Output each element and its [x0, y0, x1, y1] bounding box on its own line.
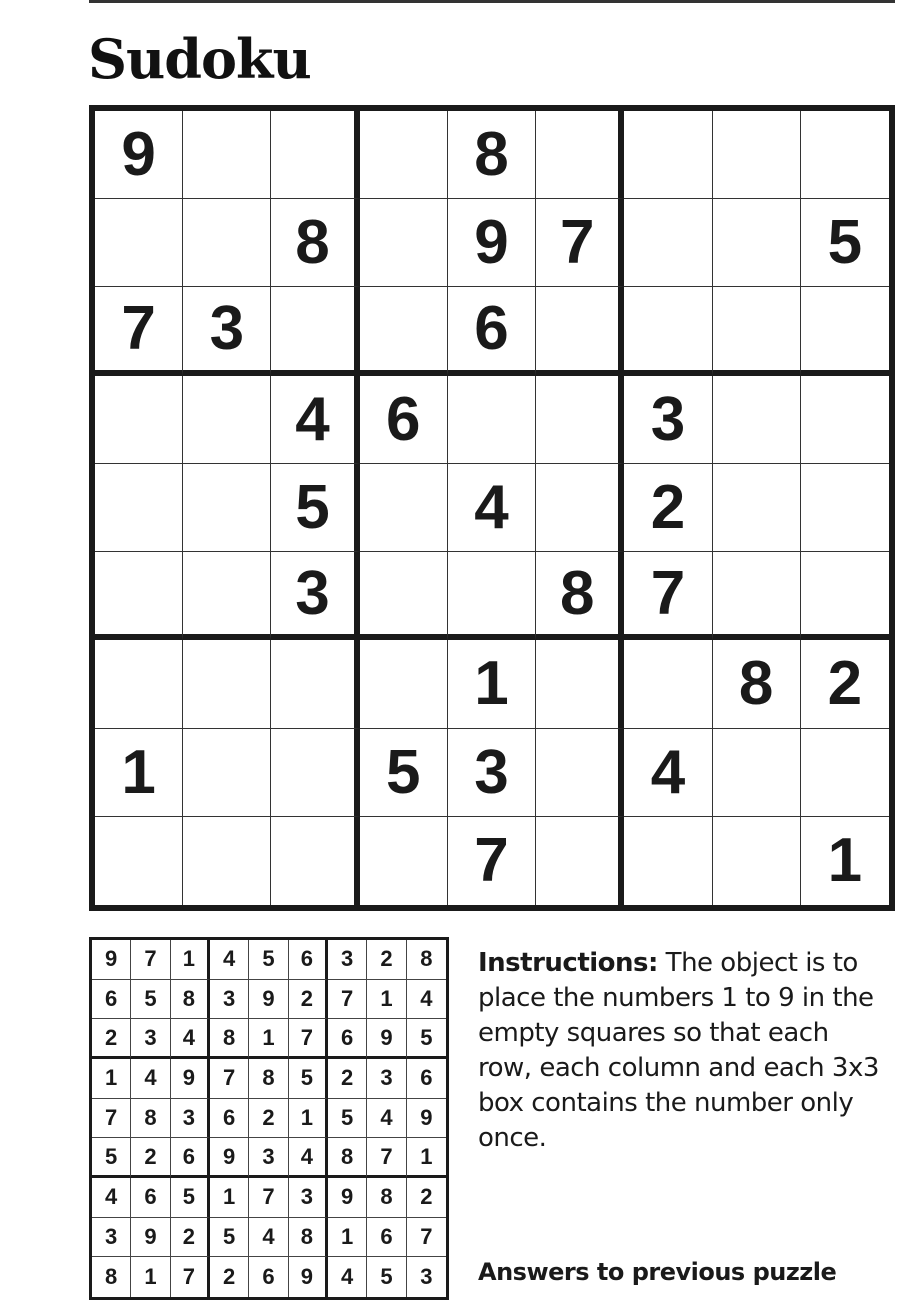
sudoku-cell[interactable]: 7 — [448, 817, 536, 905]
sudoku-cell[interactable] — [271, 111, 359, 199]
sudoku-cell[interactable] — [183, 199, 271, 287]
answer-cell: 2 — [171, 1218, 210, 1258]
answer-cell: 5 — [367, 1257, 406, 1297]
answer-cell: 6 — [210, 1099, 249, 1139]
sudoku-cell[interactable] — [536, 464, 624, 552]
sudoku-cell[interactable] — [360, 552, 448, 640]
sudoku-cell[interactable] — [624, 640, 712, 728]
sudoku-cell[interactable] — [95, 464, 183, 552]
sudoku-cell[interactable] — [536, 817, 624, 905]
answer-cell: 4 — [249, 1218, 288, 1258]
sudoku-cell[interactable] — [536, 729, 624, 817]
sudoku-cell[interactable]: 7 — [536, 199, 624, 287]
answer-cell: 2 — [92, 1019, 131, 1059]
answer-cell: 7 — [328, 980, 367, 1020]
sudoku-cell[interactable] — [713, 552, 801, 640]
sudoku-cell[interactable] — [271, 640, 359, 728]
answer-cell: 6 — [289, 940, 328, 980]
top-rule — [89, 0, 895, 3]
sudoku-cell[interactable] — [183, 111, 271, 199]
sudoku-cell[interactable] — [183, 464, 271, 552]
sudoku-cell[interactable] — [624, 199, 712, 287]
sudoku-cell[interactable]: 3 — [624, 376, 712, 464]
sudoku-cell[interactable] — [801, 287, 889, 375]
answer-cell: 8 — [171, 980, 210, 1020]
answer-cell: 3 — [289, 1178, 328, 1218]
sudoku-cell[interactable] — [271, 287, 359, 375]
sudoku-cell[interactable]: 3 — [448, 729, 536, 817]
sudoku-cell[interactable] — [183, 817, 271, 905]
answer-cell: 1 — [171, 940, 210, 980]
sudoku-cell[interactable]: 4 — [624, 729, 712, 817]
answer-cell: 4 — [92, 1178, 131, 1218]
sudoku-cell[interactable] — [95, 640, 183, 728]
sudoku-cell[interactable] — [360, 817, 448, 905]
sudoku-cell[interactable] — [183, 376, 271, 464]
instructions-text: The object is to place the numbers 1 to 9 in the empty squares so that each row, each column and each 3x3 box contains the number only once. — [478, 948, 879, 1153]
sudoku-cell[interactable] — [448, 552, 536, 640]
sudoku-cell[interactable]: 3 — [271, 552, 359, 640]
sudoku-cell[interactable] — [713, 464, 801, 552]
answer-cell: 2 — [249, 1099, 288, 1139]
sudoku-cell[interactable]: 2 — [624, 464, 712, 552]
sudoku-cell[interactable] — [801, 376, 889, 464]
answer-cell: 6 — [367, 1218, 406, 1258]
sudoku-cell[interactable]: 5 — [360, 729, 448, 817]
answer-cell: 4 — [407, 980, 446, 1020]
sudoku-cell[interactable]: 8 — [713, 640, 801, 728]
sudoku-cell[interactable] — [360, 111, 448, 199]
sudoku-cell[interactable]: 7 — [95, 287, 183, 375]
sudoku-cell[interactable]: 5 — [801, 199, 889, 287]
answer-cell: 8 — [407, 940, 446, 980]
answer-cell: 3 — [210, 980, 249, 1020]
answer-cell: 4 — [289, 1138, 328, 1178]
sudoku-cell[interactable] — [713, 287, 801, 375]
sudoku-cell[interactable] — [713, 376, 801, 464]
answer-cell: 1 — [92, 1059, 131, 1099]
answer-cell: 9 — [289, 1257, 328, 1297]
answer-cell: 3 — [249, 1138, 288, 1178]
answer-cell: 8 — [328, 1138, 367, 1178]
sudoku-cell[interactable] — [360, 640, 448, 728]
answer-cell: 1 — [210, 1178, 249, 1218]
sudoku-puzzle-grid — [89, 105, 895, 911]
answer-cell: 4 — [210, 940, 249, 980]
answer-cell: 2 — [328, 1059, 367, 1099]
answers-caption: Answers to previous puzzle — [478, 1258, 837, 1286]
instructions — [478, 946, 888, 1156]
answer-cell: 1 — [131, 1257, 170, 1297]
sudoku-cell[interactable]: 8 — [448, 111, 536, 199]
sudoku-cell[interactable]: 8 — [271, 199, 359, 287]
answer-cell: 1 — [289, 1099, 328, 1139]
sudoku-cell[interactable]: 1 — [448, 640, 536, 728]
answer-cell: 4 — [131, 1059, 170, 1099]
answer-cell: 3 — [420, 1264, 433, 1290]
answer-cell: 2 — [289, 980, 328, 1020]
answer-cell: 9 — [407, 1099, 446, 1139]
sudoku-cell[interactable] — [536, 376, 624, 464]
answer-cell: 7 — [92, 1099, 131, 1139]
answer-cell: 3 — [92, 1218, 131, 1258]
sudoku-cell[interactable]: 5 — [271, 464, 359, 552]
answer-cell: 5 — [210, 1218, 249, 1258]
answer-cell: 4 — [367, 1099, 406, 1139]
sudoku-cell[interactable]: 7 — [624, 552, 712, 640]
sudoku-cell[interactable] — [801, 729, 889, 817]
answer-cell: 2 — [367, 940, 406, 980]
answer-cell: 7 — [367, 1138, 406, 1178]
sudoku-cell[interactable] — [536, 287, 624, 375]
sudoku-cell[interactable] — [713, 111, 801, 199]
answer-cell: 1 — [249, 1019, 288, 1059]
previous-answer-grid — [89, 937, 449, 1300]
sudoku-cell[interactable]: 9 — [448, 199, 536, 287]
sudoku-cell[interactable] — [448, 376, 536, 464]
answer-cell: 6 — [407, 1059, 446, 1099]
answer-cell: 5 — [131, 980, 170, 1020]
answer-cell: 2 — [210, 1257, 249, 1297]
sudoku-cell[interactable]: 1 — [95, 729, 183, 817]
answer-cell: 9 — [92, 940, 131, 980]
sudoku-cell[interactable]: 4 — [271, 376, 359, 464]
answer-cell: 8 — [249, 1059, 288, 1099]
answer-cell: 2 — [131, 1138, 170, 1178]
answer-cell: 9 — [171, 1059, 210, 1099]
answer-cell: 3 — [171, 1099, 210, 1139]
sudoku-cell[interactable] — [713, 199, 801, 287]
sudoku-cell[interactable] — [536, 640, 624, 728]
sudoku-cell[interactable] — [95, 376, 183, 464]
answer-cell: 5 — [328, 1099, 367, 1139]
sudoku-cell[interactable]: 9 — [95, 111, 183, 199]
answer-cell: 5 — [92, 1138, 131, 1178]
sudoku-cell[interactable] — [95, 817, 183, 905]
sudoku-cell[interactable] — [713, 729, 801, 817]
answer-cell: 2 — [407, 1178, 446, 1218]
sudoku-cell[interactable] — [713, 817, 801, 905]
sudoku-cell[interactable]: 1 — [827, 826, 863, 896]
answer-cell: 3 — [328, 940, 367, 980]
answer-cell: 7 — [289, 1019, 328, 1059]
answer-cell: 6 — [92, 980, 131, 1020]
answer-cell: 6 — [171, 1138, 210, 1178]
answer-cell: 7 — [210, 1059, 249, 1099]
answer-cell: 1 — [367, 980, 406, 1020]
answer-cell: 5 — [289, 1059, 328, 1099]
sudoku-cell[interactable] — [624, 287, 712, 375]
answer-cell: 8 — [131, 1099, 170, 1139]
instructions-label: Instructions: — [478, 948, 658, 978]
sudoku-cell[interactable] — [624, 111, 712, 199]
sudoku-cell[interactable]: 6 — [360, 376, 448, 464]
answer-cell: 1 — [328, 1218, 367, 1258]
sudoku-cell[interactable] — [801, 552, 889, 640]
answer-cell: 9 — [249, 980, 288, 1020]
answer-cell: 6 — [249, 1257, 288, 1297]
answer-cell: 4 — [171, 1019, 210, 1059]
sudoku-cell[interactable] — [801, 111, 889, 199]
sudoku-cell[interactable] — [183, 729, 271, 817]
sudoku-cell[interactable] — [360, 199, 448, 287]
answer-cell: 9 — [210, 1138, 249, 1178]
sudoku-cell[interactable]: 6 — [448, 287, 536, 375]
sudoku-cell[interactable] — [271, 729, 359, 817]
sudoku-cell[interactable] — [271, 817, 359, 905]
answer-cell: 7 — [131, 940, 170, 980]
answer-cell: 5 — [407, 1019, 446, 1059]
sudoku-cell[interactable] — [183, 640, 271, 728]
answer-cell: 4 — [328, 1257, 367, 1297]
answer-cell: 7 — [171, 1257, 210, 1297]
sudoku-cell[interactable]: 8 — [536, 552, 624, 640]
answer-cell: 8 — [210, 1019, 249, 1059]
sudoku-cell[interactable] — [536, 111, 624, 199]
answer-cell: 5 — [171, 1178, 210, 1218]
answer-cell: 3 — [131, 1019, 170, 1059]
answer-cell: 3 — [367, 1059, 406, 1099]
sudoku-cell[interactable]: 4 — [448, 464, 536, 552]
sudoku-cell[interactable] — [801, 464, 889, 552]
answer-cell: 8 — [367, 1178, 406, 1218]
sudoku-cell[interactable] — [360, 287, 448, 375]
answer-cell: 8 — [289, 1218, 328, 1258]
answer-cell: 9 — [367, 1019, 406, 1059]
answer-cell: 5 — [249, 940, 288, 980]
answer-cell: 9 — [328, 1178, 367, 1218]
sudoku-cell[interactable] — [360, 464, 448, 552]
answer-cell: 9 — [131, 1218, 170, 1258]
sudoku-cell[interactable] — [95, 552, 183, 640]
sudoku-cell[interactable] — [95, 199, 183, 287]
sudoku-cell[interactable] — [183, 552, 271, 640]
sudoku-cell[interactable]: 2 — [801, 640, 889, 728]
sudoku-cell[interactable] — [624, 817, 712, 905]
page-title: Sudoku — [88, 27, 311, 91]
answer-cell: 1 — [407, 1138, 446, 1178]
answer-cell: 8 — [92, 1257, 131, 1297]
answer-cell: 7 — [249, 1178, 288, 1218]
sudoku-cell[interactable]: 3 — [183, 287, 271, 375]
answer-cell: 6 — [328, 1019, 367, 1059]
answer-cell: 6 — [131, 1178, 170, 1218]
answer-cell: 7 — [407, 1218, 446, 1258]
